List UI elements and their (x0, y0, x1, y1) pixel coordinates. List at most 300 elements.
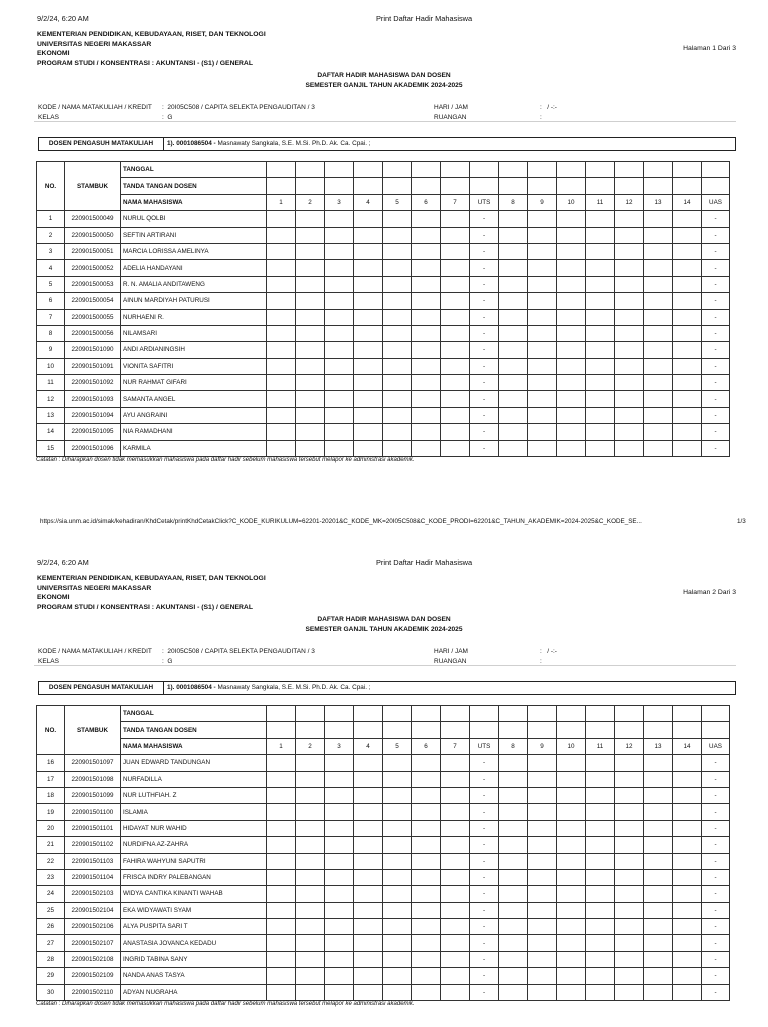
attendance-cell (586, 902, 615, 918)
date-cell (325, 706, 354, 722)
class-label: KELAS (38, 114, 59, 121)
attendance-cell (296, 211, 325, 227)
student-no: 30 (37, 984, 65, 1000)
student-no: 8 (37, 325, 65, 341)
attendance-cell (354, 391, 383, 407)
attendance-cell (267, 869, 296, 885)
attendance-cell (325, 325, 354, 341)
attendance-cell (267, 211, 296, 227)
attendance-cell (441, 342, 470, 358)
table-row (37, 424, 730, 440)
session-header: 2 (296, 194, 325, 210)
attendance-cell (296, 869, 325, 885)
attendance-cell: - (702, 309, 730, 325)
attendance-cell (644, 853, 673, 869)
student-stambuk: 220901500054 (65, 293, 121, 309)
attendance-cell: - (470, 260, 499, 276)
attendance-cell: - (470, 837, 499, 853)
attendance-cell (267, 440, 296, 456)
attendance-cell (615, 243, 644, 259)
student-name: NURDIFNA AZ-ZAHRA (121, 837, 267, 853)
student-stambuk: 220901500049 (65, 211, 121, 227)
attendance-cell (412, 804, 441, 820)
attendance-cell (354, 935, 383, 951)
attendance-cell (528, 919, 557, 935)
attendance-cell (325, 804, 354, 820)
session-header: 6 (412, 738, 441, 754)
attendance-cell: - (702, 902, 730, 918)
table-row (37, 951, 730, 967)
attendance-cell (267, 951, 296, 967)
attendance-cell (354, 407, 383, 423)
attendance-cell (296, 260, 325, 276)
attendance-cell (412, 243, 441, 259)
student-no: 26 (37, 919, 65, 935)
attendance-cell (383, 424, 412, 440)
attendance-cell: - (470, 869, 499, 885)
attendance-cell (673, 260, 702, 276)
date-cell (441, 162, 470, 178)
attendance-cell (354, 440, 383, 456)
attendance-cell (557, 771, 586, 787)
attendance-cell (296, 935, 325, 951)
date-cell (673, 706, 702, 722)
attendance-cell (412, 211, 441, 227)
lecturer-signature-cell (673, 722, 702, 738)
student-stambuk: 220901500050 (65, 227, 121, 243)
attendance-cell (267, 968, 296, 984)
date-cell (702, 162, 730, 178)
attendance-cell (296, 227, 325, 243)
attendance-cell (528, 853, 557, 869)
attendance-cell: - (702, 440, 730, 456)
attendance-cell (441, 951, 470, 967)
print-page-2 (0, 552, 768, 1027)
attendance-cell (296, 755, 325, 771)
attendance-cell: - (702, 869, 730, 885)
institution-block (37, 574, 266, 612)
attendance-cell (267, 309, 296, 325)
session-header: 3 (325, 194, 354, 210)
session-header: 4 (354, 738, 383, 754)
session-header: 1 (267, 738, 296, 754)
attendance-cell (441, 804, 470, 820)
student-name: NURUL QOLBI (121, 211, 267, 227)
attendance-cell (412, 869, 441, 885)
attendance-cell (557, 919, 586, 935)
attendance-cell (354, 902, 383, 918)
attendance-cell (441, 440, 470, 456)
attendance-cell (586, 358, 615, 374)
attendance-cell (673, 787, 702, 803)
attendance-cell (528, 293, 557, 309)
class-label: KELAS (38, 658, 59, 665)
attendance-cell (615, 276, 644, 292)
attendance-cell (354, 837, 383, 853)
attendance-cell (412, 935, 441, 951)
page-indicator: Halaman 2 Dari 3 (683, 589, 736, 596)
student-stambuk: 220901501092 (65, 375, 121, 391)
date-label: TANGGAL (121, 162, 267, 178)
table-row (37, 820, 730, 836)
attendance-cell (586, 293, 615, 309)
attendance-cell (644, 309, 673, 325)
student-name: EKA WIDYAWATI SYAM (121, 902, 267, 918)
attendance-cell (586, 325, 615, 341)
attendance-cell (557, 787, 586, 803)
attendance-cell (499, 837, 528, 853)
attendance-cell (325, 260, 354, 276)
student-name: NANDA ANAS TASYA (121, 968, 267, 984)
student-stambuk: 220901500055 (65, 309, 121, 325)
attendance-cell (499, 804, 528, 820)
attendance-cell (499, 886, 528, 902)
attendance-cell (325, 309, 354, 325)
header-row-signature (37, 722, 730, 738)
attendance-cell (383, 375, 412, 391)
date-cell (441, 706, 470, 722)
attendance-cell (325, 293, 354, 309)
attendance-cell (499, 325, 528, 341)
attendance-cell (615, 837, 644, 853)
room-label: RUANGAN (434, 658, 467, 665)
student-name: R. N. AMALIA ANDITAWENG (121, 276, 267, 292)
session-header: 12 (615, 738, 644, 754)
day-time-value: : / -:- (540, 648, 557, 655)
room-value: : (540, 658, 542, 665)
attendance-cell: - (470, 968, 499, 984)
session-header: 9 (528, 738, 557, 754)
session-header: 8 (499, 738, 528, 754)
attendance-cell (383, 951, 412, 967)
attendance-cell (325, 820, 354, 836)
table-row (37, 755, 730, 771)
attendance-cell (296, 243, 325, 259)
attendance-cell (644, 902, 673, 918)
page-indicator: Halaman 1 Dari 3 (683, 45, 736, 52)
attendance-cell (528, 804, 557, 820)
session-header: 12 (615, 194, 644, 210)
student-stambuk: 220901502103 (65, 886, 121, 902)
attendance-cell (383, 276, 412, 292)
student-name: KARMILA (121, 440, 267, 456)
session-header: 1 (267, 194, 296, 210)
student-name: INGRID TABINA SANY (121, 951, 267, 967)
attendance-cell (528, 902, 557, 918)
attendance-cell (644, 771, 673, 787)
attendance-cell (586, 951, 615, 967)
attendance-cell (412, 968, 441, 984)
attendance-cell: - (702, 358, 730, 374)
attendance-cell: - (702, 342, 730, 358)
attendance-cell: - (470, 358, 499, 374)
attendance-cell: - (702, 771, 730, 787)
attendance-cell (615, 325, 644, 341)
student-stambuk: 220901502106 (65, 919, 121, 935)
attendance-cell (557, 407, 586, 423)
attendance-cell (499, 342, 528, 358)
attendance-cell (557, 755, 586, 771)
student-stambuk: 220901500051 (65, 243, 121, 259)
note-text: Catatan : Diharapkan dosen tidak memasukkan mahasiswa pada daftar hadir sebelum mahasiswa tersebut melapor ke administrasi akademik. (36, 457, 415, 463)
lecturer-signature-cell (354, 722, 383, 738)
attendance-cell (412, 440, 441, 456)
date-cell (528, 162, 557, 178)
lecturer-signature-cell (528, 178, 557, 194)
header-row-sessions (37, 194, 730, 210)
student-stambuk: 220901500052 (65, 260, 121, 276)
lecturer-name: Masnawaty Sangkala, S.E. M.Si. Ph.D. Ak. Ca. Cpai. ; (217, 684, 371, 691)
attendance-cell (325, 211, 354, 227)
attendance-cell (557, 820, 586, 836)
attendance-cell (383, 820, 412, 836)
day-time-label: HARI / JAM (434, 104, 468, 111)
lecturer-name: Masnawaty Sangkala, S.E. M.Si. Ph.D. Ak. Ca. Cpai. ; (217, 140, 371, 147)
attendance-cell: - (470, 407, 499, 423)
attendance-cell: - (702, 407, 730, 423)
date-cell (586, 162, 615, 178)
attendance-cell (296, 919, 325, 935)
table-row (37, 391, 730, 407)
attendance-cell (267, 804, 296, 820)
lecturer-signature-cell (354, 178, 383, 194)
attendance-cell (557, 440, 586, 456)
attendance-cell (557, 375, 586, 391)
attendance-cell (325, 407, 354, 423)
attendance-cell (673, 243, 702, 259)
faculty-name: EKONOMI (37, 594, 70, 602)
attendance-cell (528, 755, 557, 771)
attendance-cell (267, 984, 296, 1000)
attendance-cell (441, 391, 470, 407)
attendance-cell: - (702, 276, 730, 292)
attendance-cell (441, 755, 470, 771)
attendance-cell (673, 755, 702, 771)
attendance-cell (644, 440, 673, 456)
attendance-cell (267, 424, 296, 440)
attendance-cell (615, 391, 644, 407)
date-cell (267, 706, 296, 722)
attendance-cell (296, 276, 325, 292)
attendance-cell (412, 853, 441, 869)
student-name: FRISCA INDRY PALEBANGAN (121, 869, 267, 885)
lecturer-label: DOSEN PENGASUH MATAKULIAH (39, 138, 164, 150)
table-row (37, 260, 730, 276)
student-no: 15 (37, 440, 65, 456)
date-cell (644, 162, 673, 178)
attendance-table-container (36, 161, 730, 457)
no-header: NO. (37, 706, 65, 755)
session-header: 2 (296, 738, 325, 754)
attendance-cell (673, 869, 702, 885)
attendance-cell (441, 787, 470, 803)
student-stambuk: 220901501102 (65, 837, 121, 853)
date-cell (354, 706, 383, 722)
attendance-cell (673, 837, 702, 853)
attendance-cell (528, 243, 557, 259)
attendance-cell (644, 951, 673, 967)
student-name: MARCIA LORISSA AMELINYA (121, 243, 267, 259)
attendance-cell (383, 869, 412, 885)
student-name-header: NAMA MAHASISWA (121, 194, 267, 210)
student-stambuk: 220901502104 (65, 902, 121, 918)
table-row (37, 771, 730, 787)
attendance-cell (673, 309, 702, 325)
attendance-cell (644, 886, 673, 902)
attendance-cell (383, 358, 412, 374)
attendance-cell (325, 424, 354, 440)
attendance-cell (499, 309, 528, 325)
attendance-cell (383, 260, 412, 276)
attendance-cell (557, 804, 586, 820)
attendance-cell (383, 407, 412, 423)
lecturer-label: DOSEN PENGASUH MATAKULIAH (39, 682, 164, 694)
session-header: 7 (441, 194, 470, 210)
table-row (37, 853, 730, 869)
attendance-cell (383, 325, 412, 341)
student-name-header: NAMA MAHASISWA (121, 738, 267, 754)
student-stambuk: 220901501104 (65, 869, 121, 885)
attendance-cell (557, 309, 586, 325)
attendance-cell (441, 919, 470, 935)
attendance-cell (615, 787, 644, 803)
attendance-cell (325, 902, 354, 918)
student-stambuk: 220901501091 (65, 358, 121, 374)
attendance-cell (354, 325, 383, 341)
student-name: ADELIA HANDAYANI (121, 260, 267, 276)
attendance-cell: - (702, 951, 730, 967)
date-cell (470, 162, 499, 178)
attendance-cell (383, 968, 412, 984)
room-label: RUANGAN (434, 114, 467, 121)
attendance-cell (267, 227, 296, 243)
attendance-cell (499, 902, 528, 918)
attendance-cell (557, 968, 586, 984)
student-no: 20 (37, 820, 65, 836)
attendance-cell (267, 820, 296, 836)
lecturer-signature-cell (383, 178, 412, 194)
attendance-cell (354, 424, 383, 440)
lecturer-signature-cell (412, 722, 441, 738)
attendance-cell: - (470, 391, 499, 407)
attendance-cell (615, 902, 644, 918)
attendance-table (36, 161, 730, 457)
attendance-cell (615, 293, 644, 309)
attendance-cell (528, 440, 557, 456)
attendance-cell (354, 919, 383, 935)
attendance-cell: - (470, 755, 499, 771)
attendance-cell (325, 869, 354, 885)
attendance-cell: - (702, 968, 730, 984)
attendance-cell: - (470, 951, 499, 967)
student-name: AYU ANGRAINI (121, 407, 267, 423)
attendance-cell: - (702, 919, 730, 935)
attendance-cell (296, 342, 325, 358)
attendance-cell (557, 391, 586, 407)
attendance-cell: - (702, 375, 730, 391)
header-row-signature (37, 178, 730, 194)
session-header: 10 (557, 194, 586, 210)
attendance-cell (586, 276, 615, 292)
attendance-cell (267, 771, 296, 787)
lecturer-signature-cell (702, 722, 730, 738)
attendance-cell (441, 260, 470, 276)
attendance-cell (644, 820, 673, 836)
attendance-cell (528, 886, 557, 902)
print-title: Print Daftar Hadir Mahasiswa (376, 14, 473, 23)
attendance-cell (412, 919, 441, 935)
attendance-cell (296, 853, 325, 869)
attendance-cell (354, 358, 383, 374)
attendance-cell (383, 837, 412, 853)
attendance-cell (325, 886, 354, 902)
attendance-cell (499, 424, 528, 440)
attendance-cell (644, 755, 673, 771)
date-cell (354, 162, 383, 178)
attendance-cell: - (470, 886, 499, 902)
attendance-cell (267, 243, 296, 259)
attendance-cell: - (702, 325, 730, 341)
attendance-cell (499, 440, 528, 456)
attendance-cell (673, 407, 702, 423)
attendance-cell (412, 407, 441, 423)
table-row (37, 886, 730, 902)
attendance-cell (586, 391, 615, 407)
attendance-cell (557, 342, 586, 358)
attendance-cell (325, 968, 354, 984)
student-stambuk: 220901501090 (65, 342, 121, 358)
course-code-value: : 20I05C508 / CAPITA SELEKTA PENGAUDITAN / 3 (162, 648, 315, 655)
attendance-cell (644, 375, 673, 391)
attendance-cell: - (702, 820, 730, 836)
attendance-cell (267, 358, 296, 374)
attendance-cell (441, 211, 470, 227)
attendance-cell (267, 260, 296, 276)
table-row (37, 935, 730, 951)
attendance-cell (383, 211, 412, 227)
student-stambuk: 220901501096 (65, 440, 121, 456)
student-no: 12 (37, 391, 65, 407)
attendance-cell (267, 837, 296, 853)
attendance-cell (615, 984, 644, 1000)
table-row (37, 227, 730, 243)
attendance-cell: - (470, 342, 499, 358)
student-stambuk: 220901500053 (65, 276, 121, 292)
table-row (37, 243, 730, 259)
attendance-cell (441, 886, 470, 902)
student-no: 18 (37, 787, 65, 803)
attendance-cell (296, 358, 325, 374)
attendance-cell (441, 853, 470, 869)
student-name: SAMANTA ANGEL (121, 391, 267, 407)
attendance-cell (296, 325, 325, 341)
attendance-cell (586, 787, 615, 803)
attendance-cell (267, 375, 296, 391)
lecturer-signature-cell (441, 722, 470, 738)
lecturer-signature-cell (267, 722, 296, 738)
student-no: 11 (37, 375, 65, 391)
attendance-cell (354, 951, 383, 967)
session-header: 6 (412, 194, 441, 210)
lecturer-signature-cell (267, 178, 296, 194)
attendance-cell (267, 342, 296, 358)
university-name: UNIVERSITAS NEGERI MAKASSAR (37, 40, 152, 48)
attendance-cell: - (470, 276, 499, 292)
attendance-cell (528, 342, 557, 358)
attendance-cell (615, 375, 644, 391)
student-name: HIDAYAT NUR WAHID (121, 820, 267, 836)
session-header: 13 (644, 738, 673, 754)
